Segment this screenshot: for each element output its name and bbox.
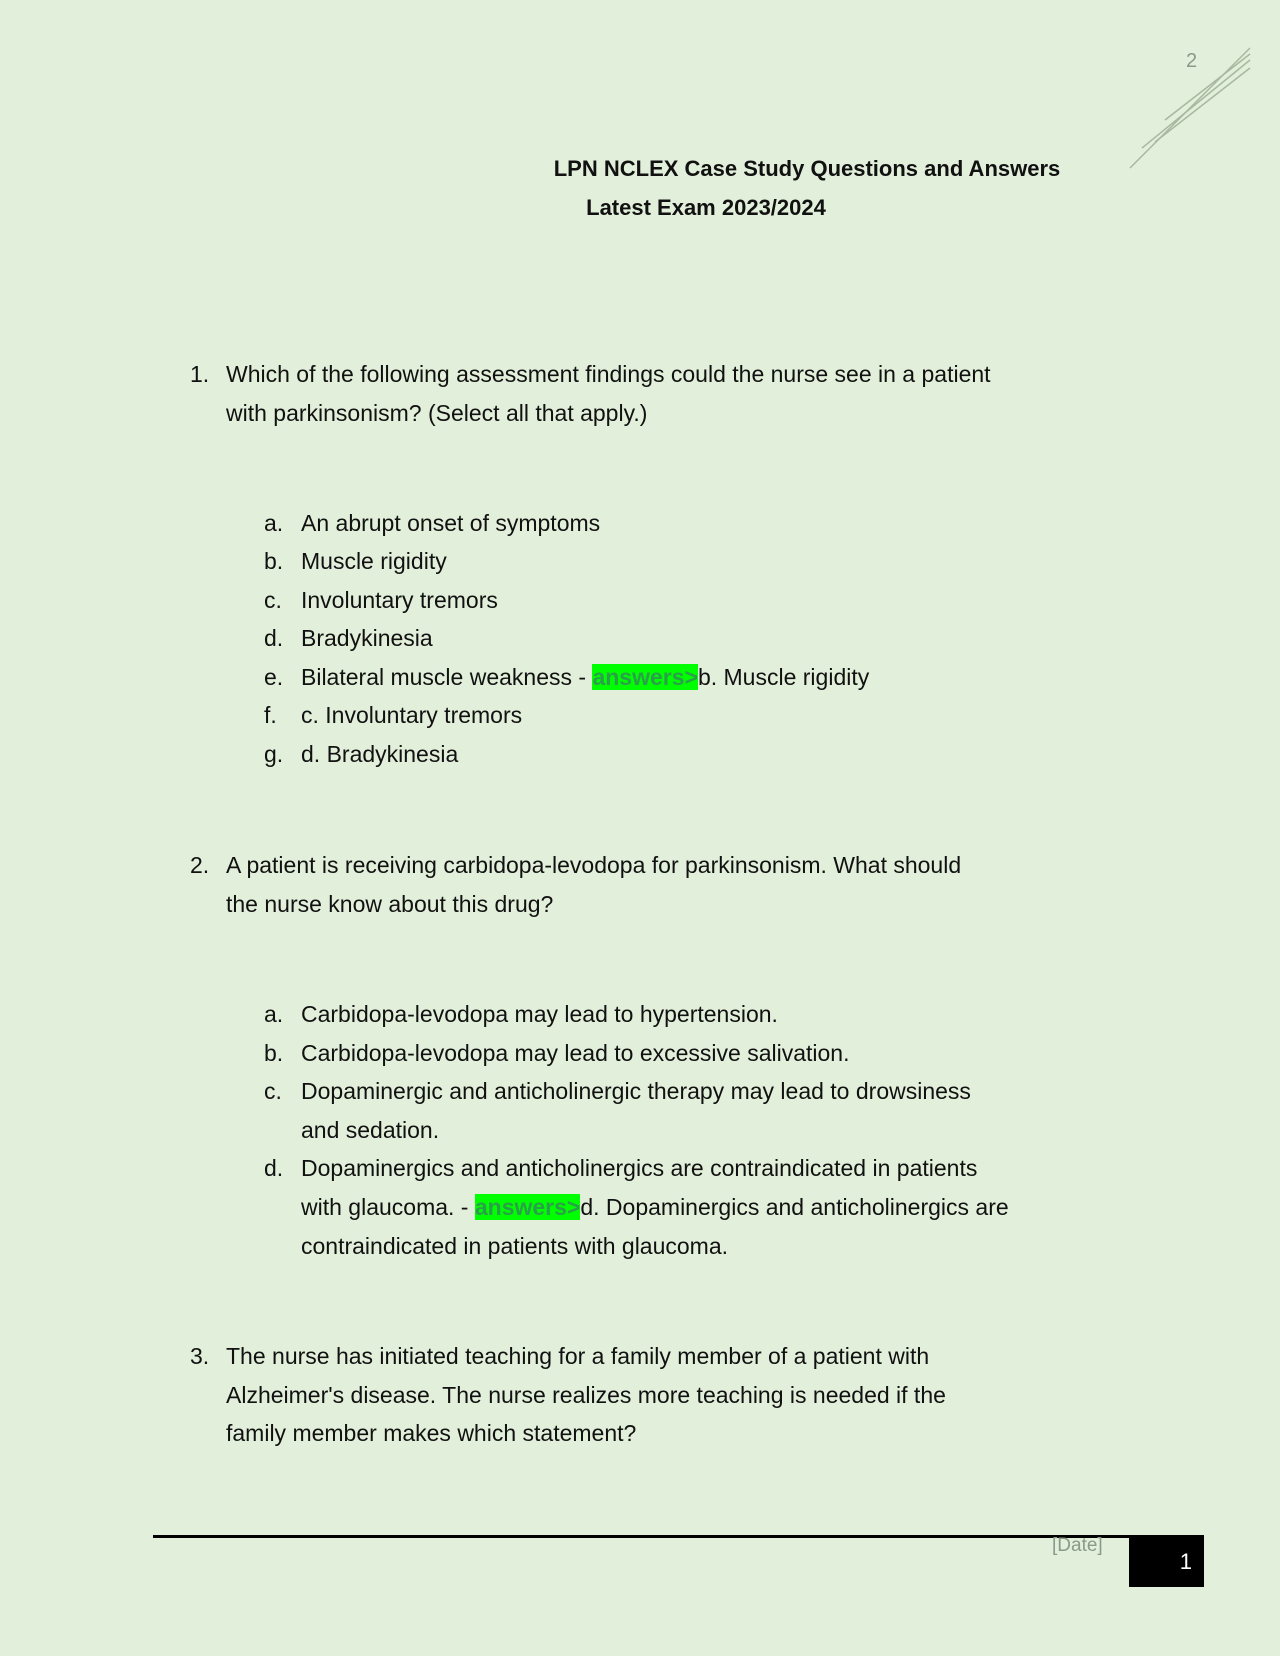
option-letter: c. <box>264 1078 282 1104</box>
option-text: with glaucoma. - <box>301 1194 475 1220</box>
option-item <box>301 1232 728 1260</box>
header-page-number: 2 <box>1186 50 1198 72</box>
option-item <box>301 624 433 652</box>
option-letter: a. <box>264 510 284 536</box>
answer-highlight: answers> <box>474 1194 581 1220</box>
option-item <box>301 1193 1009 1221</box>
answer-text: d. Dopaminergics and anticholinergics are <box>580 1194 1009 1220</box>
answer-text: b. Muscle rigidity <box>697 664 870 690</box>
decorative-lines-icon <box>1120 40 1260 175</box>
option-text: Involuntary tremors <box>301 587 498 613</box>
question-text: the nurse know about this drug? <box>226 891 554 917</box>
option-letter: a. <box>264 1001 284 1027</box>
option-item <box>301 1039 849 1067</box>
option-text: Bilateral muscle weakness - <box>301 664 593 690</box>
option-item <box>301 1000 778 1028</box>
question-text: family member makes which statement? <box>226 1420 637 1446</box>
option-text: and sedation. <box>301 1117 440 1143</box>
option-item <box>301 509 600 537</box>
option-item <box>301 663 869 691</box>
question-number: 1. <box>190 361 210 387</box>
option-item <box>301 586 498 614</box>
footer-page-number: 1 <box>1179 1549 1192 1574</box>
option-item <box>301 740 458 768</box>
option-letter: e. <box>264 664 284 690</box>
document-title-line1: LPN NCLEX Case Study Questions and Answers <box>553 156 1061 181</box>
footer-date: [Date] <box>1052 1535 1103 1556</box>
option-text: c. Involuntary tremors <box>301 702 523 728</box>
option-letter: b. <box>264 548 284 574</box>
option-text: Bradykinesia <box>301 625 433 651</box>
option-text: Carbidopa-levodopa may lead to excessive salivation. <box>301 1040 850 1066</box>
option-text: Muscle rigidity <box>301 548 447 574</box>
question-text: The nurse has initiated teaching for a family member of a patient with <box>226 1343 930 1369</box>
footer-rule <box>153 1535 1204 1538</box>
option-letter: d. <box>264 625 284 651</box>
question-text: with parkinsonism? (Select all that apply.) <box>226 400 648 426</box>
option-item <box>301 1154 977 1182</box>
option-text: An abrupt onset of symptoms <box>301 510 601 536</box>
option-item <box>301 1116 439 1144</box>
question-number: 3. <box>190 1343 210 1369</box>
question-number: 2. <box>190 852 210 878</box>
option-text: d. Bradykinesia <box>301 741 459 767</box>
footer-page-box <box>1129 1535 1204 1587</box>
option-letter: d. <box>264 1155 284 1181</box>
option-text: Carbidopa-levodopa may lead to hypertension. <box>301 1001 778 1027</box>
option-text: contraindicated in patients with glaucoma. <box>301 1233 729 1259</box>
option-text: Dopaminergics and anticholinergics are contraindicated in patients <box>301 1155 978 1181</box>
option-item <box>301 701 522 729</box>
question-text: Which of the following assessment findings could the nurse see in a patient <box>226 361 991 387</box>
option-letter: b. <box>264 1040 284 1066</box>
document-title-line2: Latest Exam 2023/2024 <box>586 195 826 220</box>
option-item <box>301 1077 971 1105</box>
option-item <box>301 547 447 575</box>
option-letter: g. <box>264 741 284 767</box>
option-text: Dopaminergic and anticholinergic therapy may lead to drowsiness <box>301 1078 971 1104</box>
answer-highlight: answers> <box>592 664 698 690</box>
option-letter: c. <box>264 587 282 613</box>
question-text: Alzheimer's disease. The nurse realizes more teaching is needed if the <box>226 1382 946 1408</box>
option-letter: f. <box>264 702 277 728</box>
question-text: A patient is receiving carbidopa-levodopa for parkinsonism. What should <box>226 852 962 878</box>
